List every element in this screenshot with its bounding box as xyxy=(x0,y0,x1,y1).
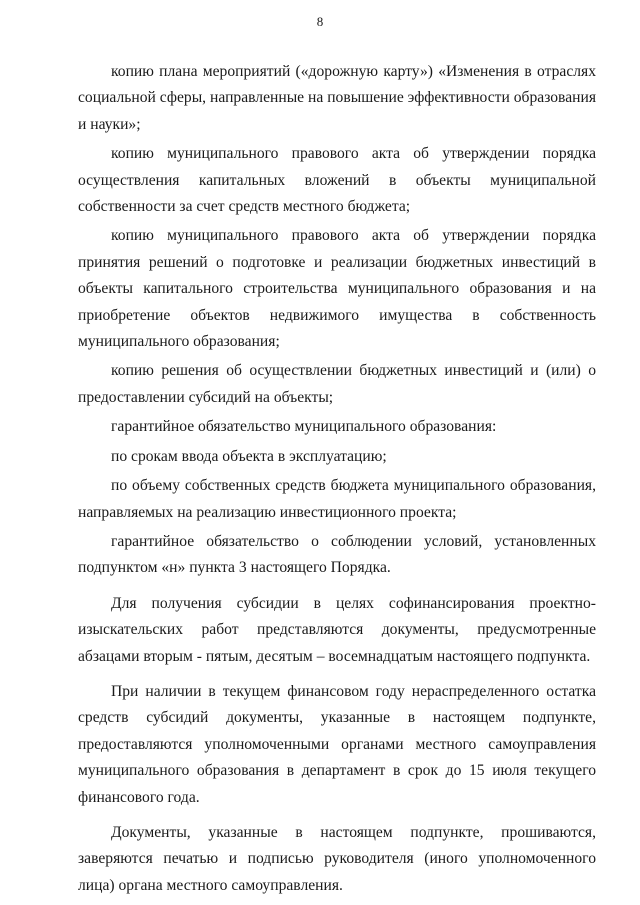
page-number: 8 xyxy=(316,14,324,29)
paragraph-own-funds-volume: по объему собственных средств бюджета муниципального образования, направляемых на реализацию инвестиционного проекта; xyxy=(78,477,596,521)
paragraph-design-survey-subsidy: Для получения субсидии в целях софинансирования проектно-изыскательских работ представляются документы, предусмотренные абзацами вторым - пятым, десятым – восемнадцатым настоящего подпункта. xyxy=(78,594,596,665)
paragraph-capital-investments-act: копию муниципального правового акта об утверждении порядка осуществления капитальных вложений в объекты муниципальной собственности за счет средств местного бюджета; xyxy=(78,145,596,216)
paragraph-guarantee-obligation: гарантийное обязательство муниципального образования: xyxy=(111,418,497,436)
paragraph-documents-certification: Документы, указанные в настоящем подпункте, прошиваются, заверяются печатью и подписью руководителя (иного уполномоченного лица) органа местного самоуправления. xyxy=(78,823,596,894)
paragraph-budget-investments-act: копию муниципального правового акта об утверждении порядка принятия решений о подготовке и реализации бюджетных инвестиций в объекты капитального строительства муниципального образования и на приобретение объектов недвижимого имущества в собственность муниципального образования; xyxy=(78,227,596,351)
paragraph-commissioning-terms: по срокам ввода объекта в эксплуатацию; xyxy=(111,447,387,465)
paragraph-unallocated-balance: При наличии в текущем финансовом году нераспределенного остатка средств субсидий документы, указанные в настоящем подпункте, предоставляются уполномоченными органами местного самоуправления муниципального образования в департамент в срок до 15 июля текущего финансового года. xyxy=(78,682,596,806)
paragraph-roadmap-copy: копию плана мероприятий («дорожную карту») «Изменения в отраслях социальной сферы, направленные на повышение эффективности образования и науки»; xyxy=(78,63,596,133)
document-body xyxy=(78,59,596,899)
paragraph-conditions-guarantee: гарантийное обязательство о соблюдении условий, установленных подпунктом «н» пункта 3 настоящего Порядка. xyxy=(78,532,596,577)
paragraph-investment-decision-copy: копию решения об осуществлении бюджетных инвестиций и (или) о предоставлении субсидий на объекты; xyxy=(78,362,596,406)
